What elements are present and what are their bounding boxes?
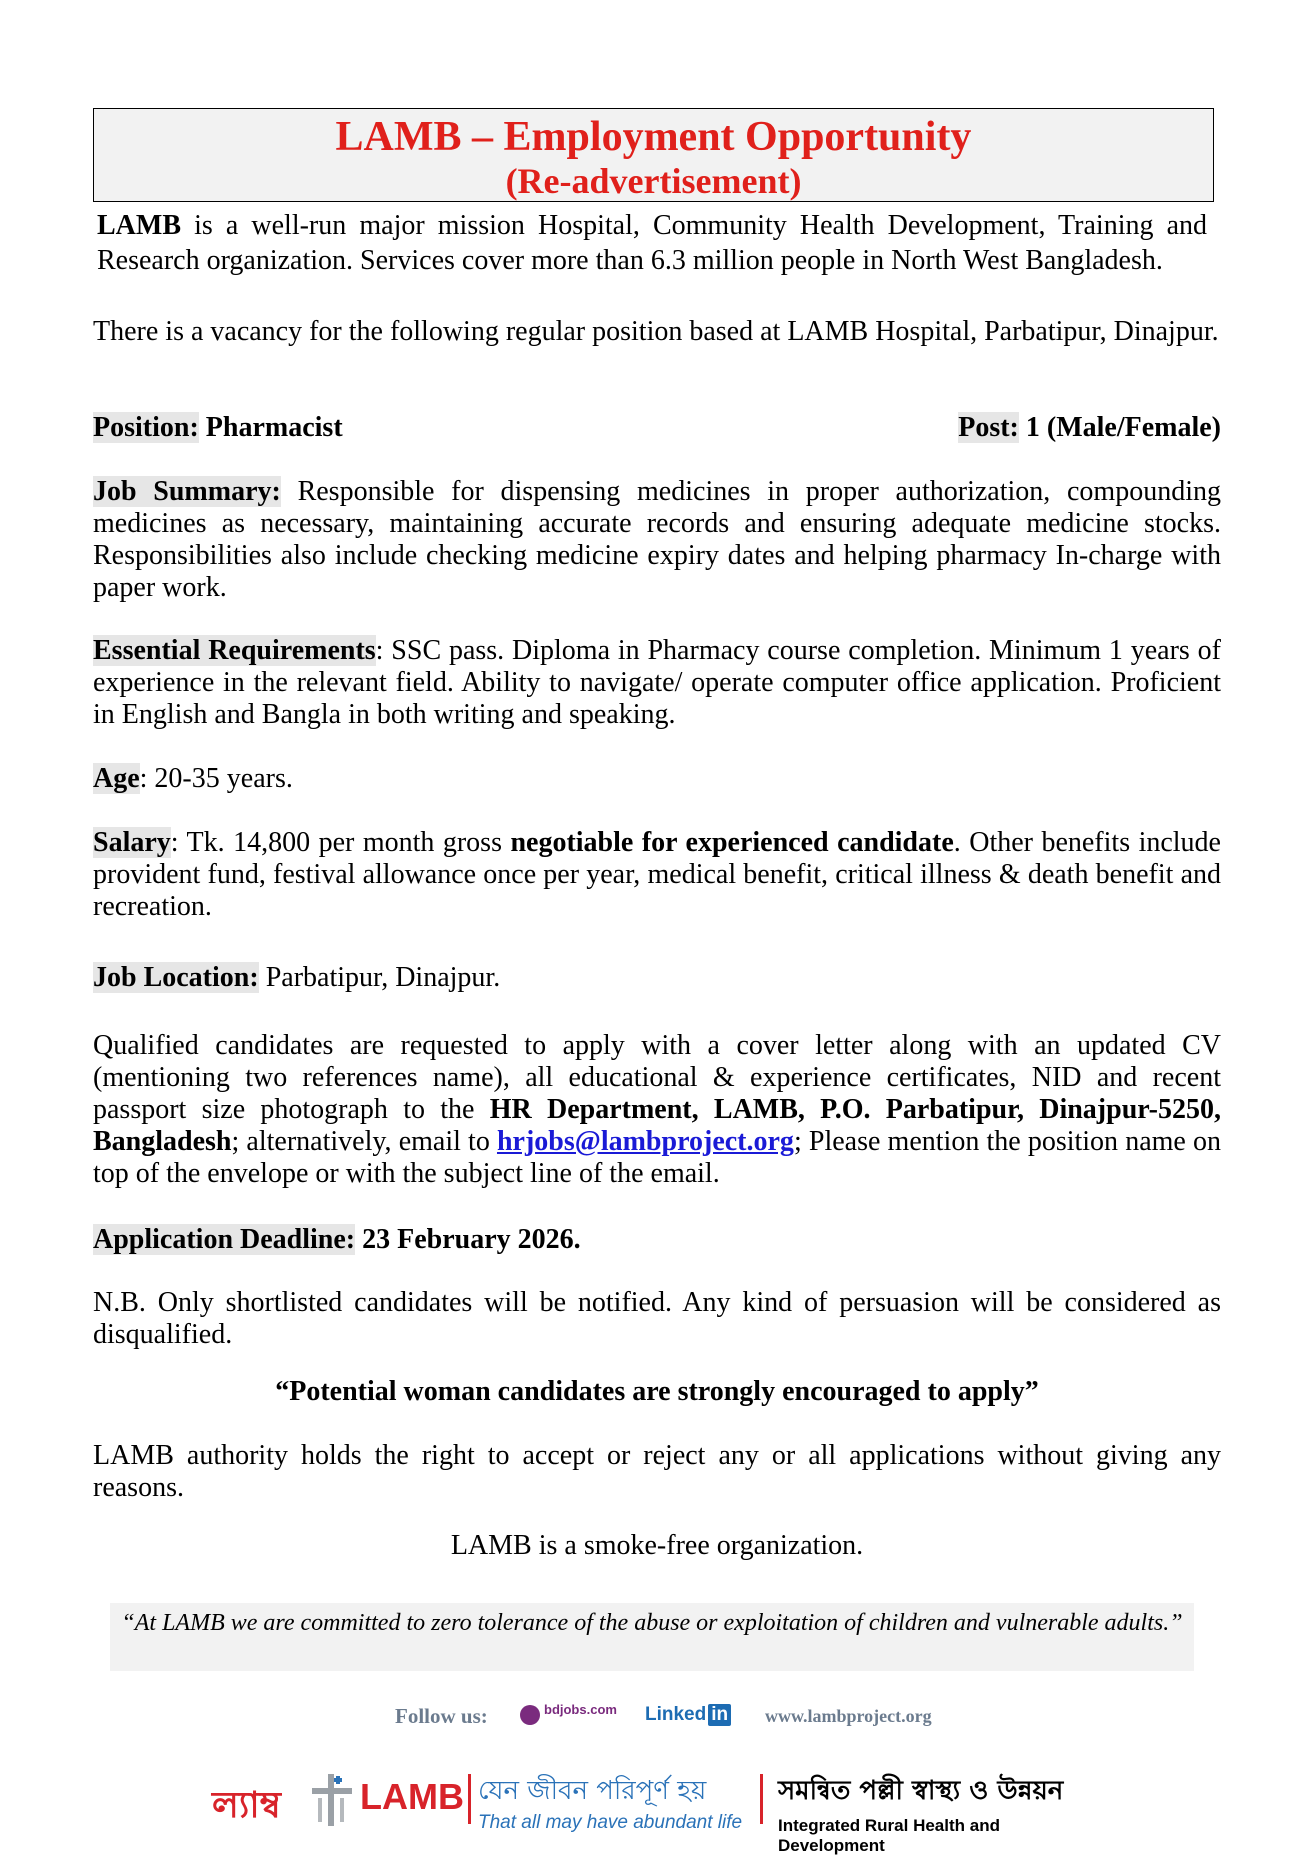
tagline-english: That all may have abundant life [478,1812,743,1833]
salary-negotiable: negotiable for experienced candidate [510,827,954,858]
footer-tagline [478,1770,742,1834]
lamb-cross-icon [310,1774,356,1826]
job-summary-label: Job Summary: [93,476,281,507]
bdjobs-link[interactable] [520,1702,617,1728]
apply-paragraph [93,1030,1221,1190]
deadline-paragraph [93,1224,1221,1256]
page-subtitle: (Re-advertisement) [505,161,802,201]
lamb-bangla-name: ল্যাম্ব [212,1785,281,1826]
salary-label: Salary [93,827,171,858]
page-title: LAMB – Employment Opportunity [335,114,972,160]
hr-address: HR Department, LAMB, P.O. Parbatipur, Dinajpur-5250, Bangladesh [93,1094,1221,1157]
footer-divider-2 [760,1774,763,1824]
vacancy-paragraph: There is a vacancy for the following regular position based at LAMB Hospital, Parbatipur, Dinajpur. [93,316,1219,347]
deadline-value: 23 February 2026. [355,1224,581,1255]
salary-paragraph [93,827,1221,923]
deadline-label: Application Deadline: [93,1224,356,1255]
linkedin-text: Linked [645,1704,707,1725]
email-link[interactable]: hrjobs@lambproject.org [496,1126,794,1157]
post-value: 1 (Male/Female) [1025,412,1221,443]
org-bangla: সমন্বিত পল্লী স্বাস্থ্য ও উন্নয়ন [778,1776,1064,1806]
location-text: Parbatipur, Dinajpur. [258,962,501,993]
safeguarding-quote: “At LAMB we are committed to zero tolerance of the abuse or exploitation of children and vulnerable adults.” [110,1603,1194,1671]
bdjobs-text: bdjobs.com [544,1702,617,1717]
requirements-label: Essential Requirements [93,635,376,666]
footer-divider-1 [468,1774,471,1824]
position-row [93,412,1221,444]
linkedin-icon: in [708,1704,731,1726]
intro-paragraph [97,208,1207,278]
age-label: Age [93,763,140,794]
follow-us-label: Follow us: [395,1704,488,1728]
women-encouraged-statement: “Potential woman candidates are strongly encouraged to apply” [275,1376,1039,1407]
position-value: Pharmacist [205,412,343,443]
apply-text-3: ; Please mention the position name on top of the envelope or with the subject line of the email. [93,1126,1221,1189]
location-label: Job Location: [93,962,259,993]
post-label: Post: [958,412,1019,443]
smoke-free-statement: LAMB is a smoke-free organization. [450,1530,864,1561]
position-label: Position: [93,412,199,443]
intro-lead: LAMB [97,210,181,241]
apply-text-1: Qualified candidates are requested to apply with a cover letter along with an updated CV (mentioning two references name), all educational & experience certificates, NID and recent passport size photograph to the [93,1030,1221,1125]
linkedin-link[interactable] [645,1704,731,1726]
bdjobs-icon [520,1705,540,1725]
job-summary-paragraph [93,476,1221,604]
requirements-text: : SSC pass. Diploma in Pharmacy course completion. Minimum 1 years of experience in the relevant field. Ability to navigate/ operate computer office application. Proficient in English and Bangla in both writing and speaking. [93,635,1221,730]
nb-paragraph: N.B. Only shortlisted candidates will be notified. Any kind of persuasion will be considered as disqualified. [93,1287,1221,1350]
footer-org [778,1770,1092,1856]
footer-logo [212,1768,1092,1855]
age-paragraph [93,763,1221,795]
intro-text: is a well-run major mission Hospital, Community Health Development, Training and Research organization. Services cover more than 6.3 million people in North West Bangladesh. [97,210,1207,276]
post-group [958,412,1221,444]
location-paragraph [93,962,1221,994]
lamb-wordmark: LAMB [360,1776,464,1817]
org-english: Integrated Rural Health and Development [778,1816,1000,1855]
title-box [93,108,1214,202]
apply-text-2: ; alternatively, email to [231,1126,497,1157]
tagline-bangla: যেন জীবন পরিপূর্ণ হয় [478,1776,707,1806]
salary-text-2: . Other benefits include provident fund, festival allowance once per year, medical benefit, critical illness & death benefit and recreation. [93,827,1221,922]
requirements-paragraph [93,635,1221,731]
rights-paragraph: LAMB authority holds the right to accept or reject any or all applications without giving any reasons. [93,1440,1221,1503]
age-text: : 20-35 years. [139,763,293,794]
website-link[interactable]: www.lambproject.org [765,1706,932,1726]
job-summary-text: Responsible for dispensing medicines in proper authorization, compounding medicines as necessary, maintaining accurate records and ensuring adequate medicine stocks. Responsibilities also include checking medicine expiry dates and helping pharmacy In-charge with paper work. [93,476,1221,603]
salary-text-1: : Tk. 14,800 per month gross [170,827,511,858]
